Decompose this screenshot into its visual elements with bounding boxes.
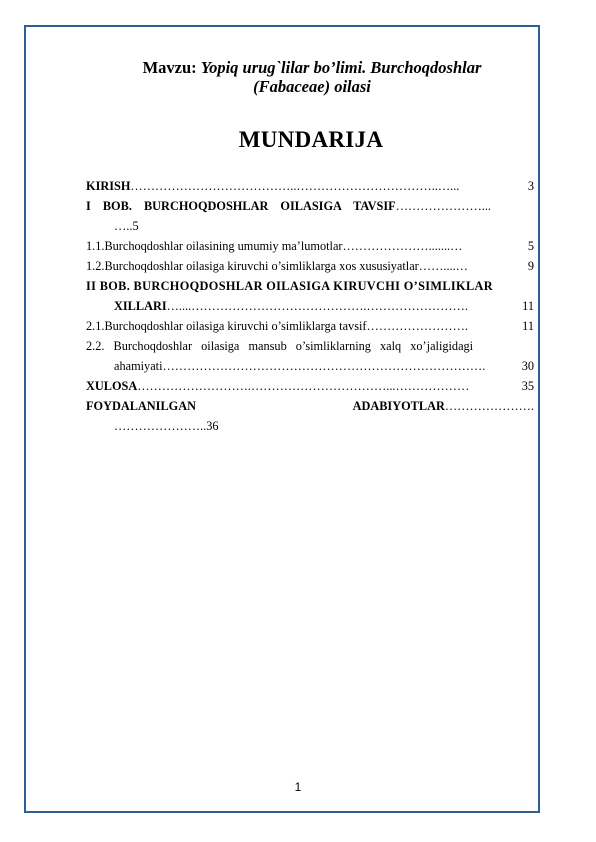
toc-entry-adabiyotlar[interactable]: FOYDALANILGAN ADABIYOTLAR …………………. xyxy=(86,399,534,413)
toc-entry-2-2[interactable]: 2.2. Burchoqdoshlar oilasiga mansub o’simliklarning xalq xo’jaligidagi xyxy=(86,339,474,353)
toc-entry-2-2-cont: ahamiyati ……………………………………………………………………. 30 xyxy=(114,359,534,373)
toc-entry-kirish[interactable]: KIRISH …………………………………..……………………………..…... 3 xyxy=(86,179,534,193)
topic-label: Mavzu: xyxy=(142,58,197,77)
toc-entry-1-1[interactable]: 1.1.Burchoqdoshlar oilasining umumiy ma’lumotlar ………………….......… 5 xyxy=(86,239,534,253)
table-of-contents xyxy=(86,176,534,436)
toc-entry-xulosa[interactable]: XULOSA ……………………….……………………………...……………… 35 xyxy=(86,379,534,393)
toc-entry-bob1[interactable]: I BOB. BURCHOQDOSHLAR OILASIGA TAVSIF …………………... xyxy=(86,199,491,213)
toc-entry-bob2[interactable]: II BOB. BURCHOQDOSHLAR OILASIGA KIRUVCHI O’SIMLIKLAR xyxy=(86,279,493,293)
page-title: MUNDARIJA xyxy=(238,127,384,152)
toc-entry-adabiyotlar-page: …………………..36 xyxy=(114,419,219,433)
topic-line2: (Fabaceae) oilasi xyxy=(253,77,371,96)
toc-entry-1-2[interactable]: 1.2.Burchoqdoshlar oilasiga kiruvchi o’simliklarga xos xususiyatlar ……....… 9 xyxy=(86,259,534,273)
topic-title xyxy=(92,58,532,96)
topic-line1: Yopiq urug`lilar bo’limi. Burchoqdoshlar xyxy=(200,58,482,77)
page-number: 1 xyxy=(294,780,302,794)
toc-entry-bob1-page: …..5 xyxy=(114,219,139,233)
toc-entry-2-1[interactable]: 2.1.Burchoqdoshlar oilasiga kiruvchi o’simliklarga tavsif ……………………. 11 xyxy=(86,319,534,333)
toc-entry-bob2-cont: XILLARI …....…………………………………….……………………. 11 xyxy=(114,299,534,313)
